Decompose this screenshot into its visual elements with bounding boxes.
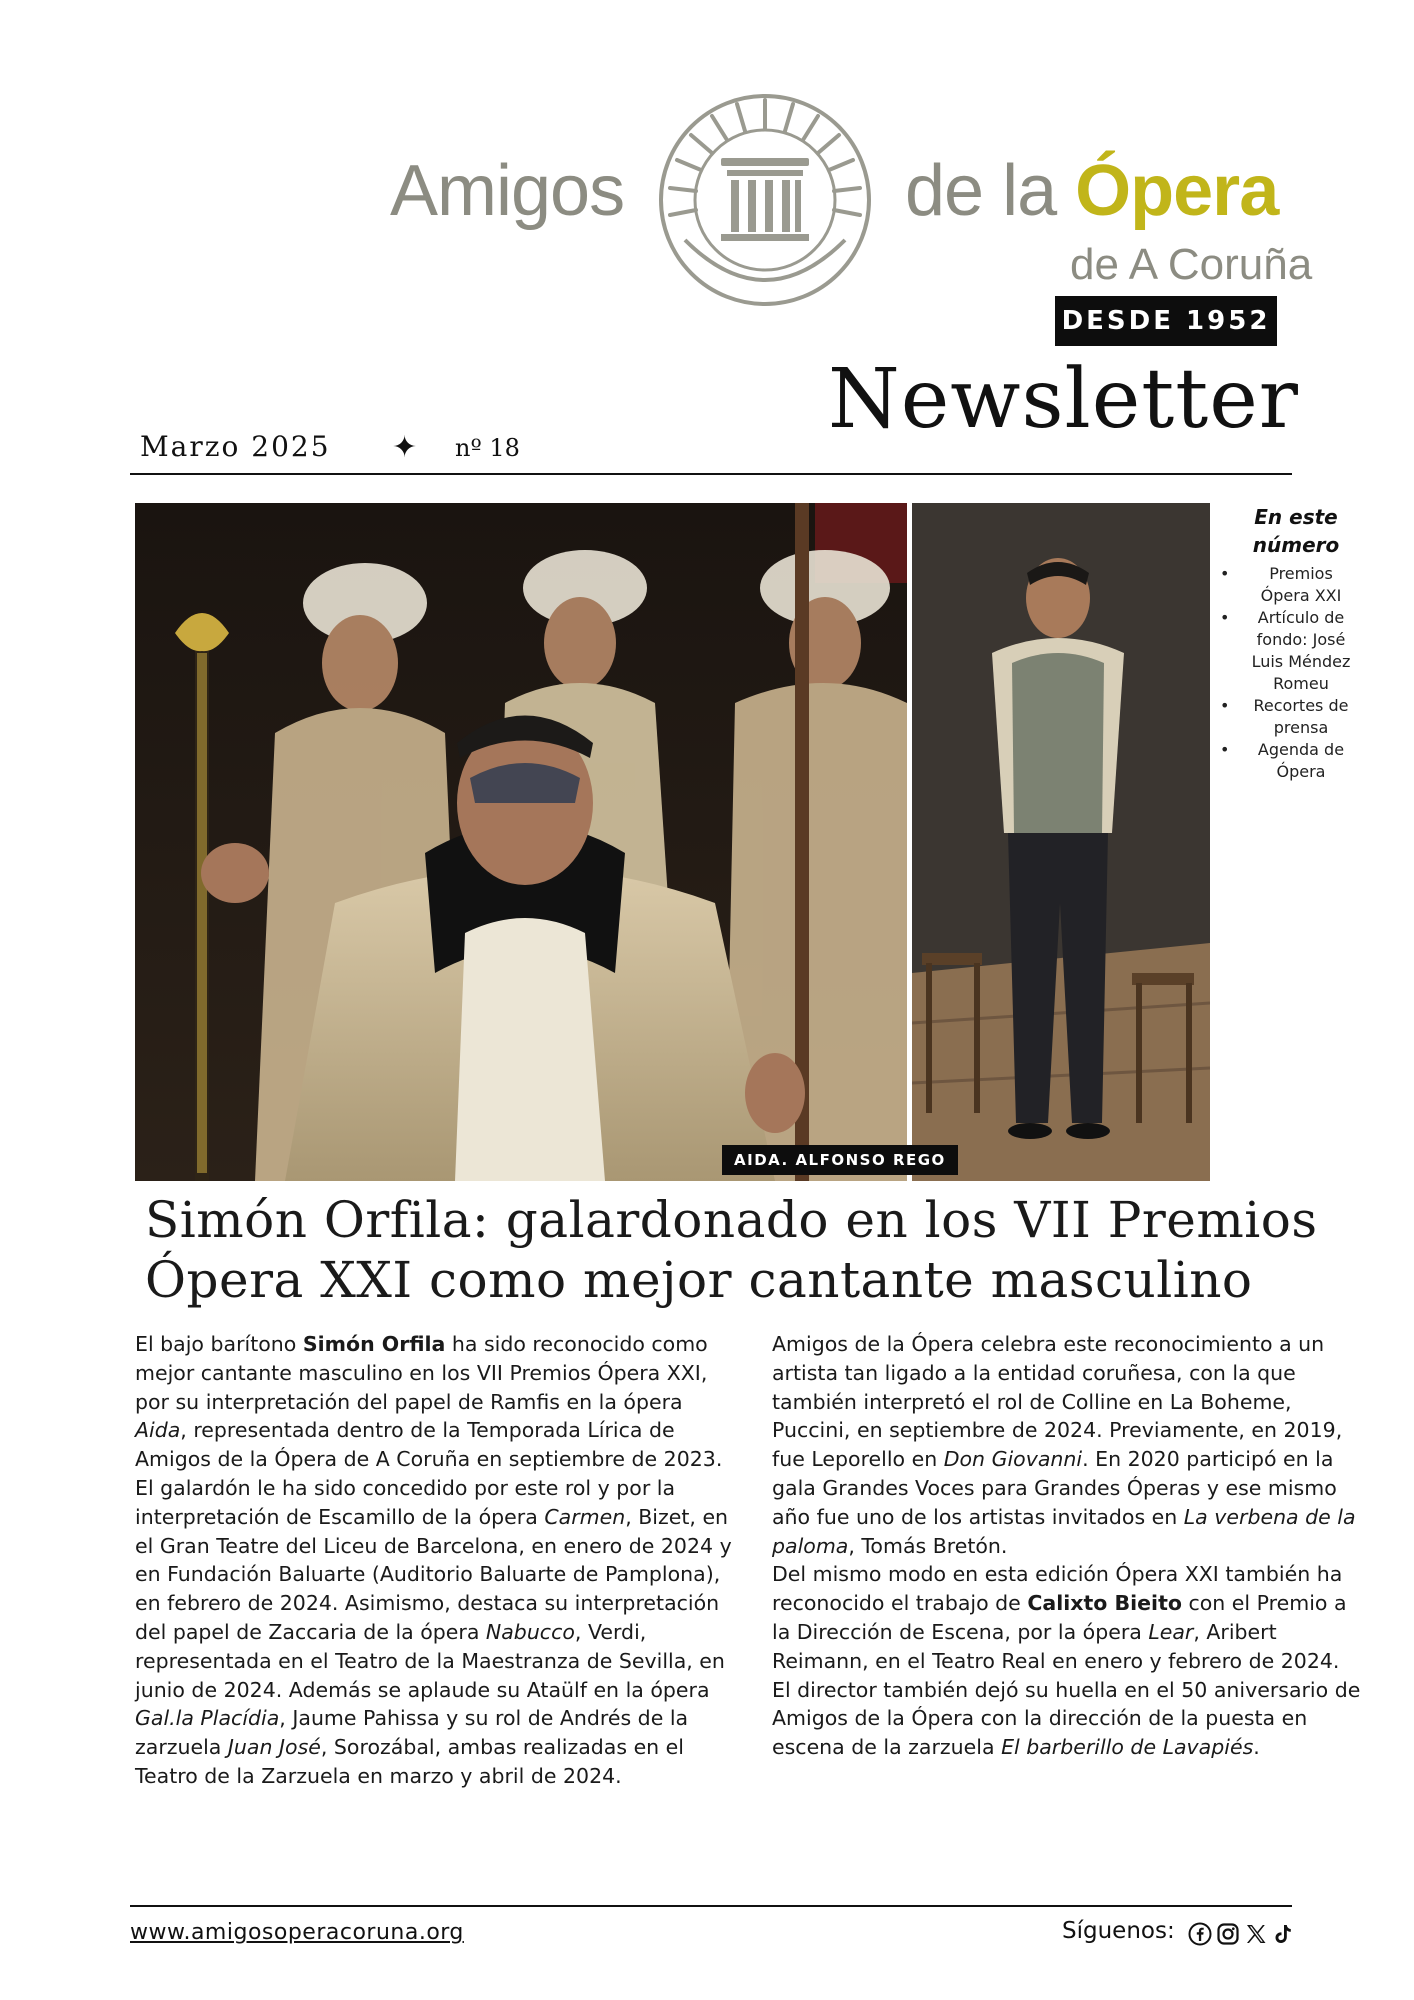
table-of-contents <box>1222 503 1370 783</box>
logo-word-de-la-opera <box>905 150 1278 232</box>
text-run: El director también dejó su huella en el 50 aniversario de Amigos de la Ópera con la dirección de la puesta en escena de la zarzuela <box>772 1677 1361 1760</box>
article-column-left <box>135 1330 735 1791</box>
text-italic: Aida <box>135 1418 181 1443</box>
logo-word-amigos: Amigos <box>390 151 625 231</box>
text-italic: La verbena de la paloma <box>772 1504 1356 1558</box>
toc-heading <box>1222 503 1370 559</box>
headline-line: Ópera XXI como mejor cantante masculino <box>145 1251 1253 1309</box>
text-run: Del mismo modo en esta edición Ópera XXI también ha reconocido el trabajo de <box>772 1562 1343 1616</box>
text-bold: Calixto Bieito <box>1027 1591 1182 1616</box>
toc-item-line: Ópera <box>1276 762 1326 781</box>
text-run: Amigos de la Ópera celebra este reconocimiento a un artista tan ligado a la entidad coruñesa, con la que también interpretó el rol de Colline en La Boheme, Puccini, en septiembre de 2024. Previamente, en 2019, fue Leporello en <box>772 1332 1343 1472</box>
paragraph <box>135 1474 735 1791</box>
text-run: , Sorozábal, ambas realizadas en el Teatro de la Zarzuela en marzo y abril de 2024. <box>135 1735 684 1788</box>
article-headline <box>145 1190 1325 1310</box>
toc-item-line: fondo: José <box>1256 630 1346 649</box>
photo-leporello <box>912 503 1210 1181</box>
text-run: , Aribert Reimann, en el Teatro Real en enero y febrero de 2024. <box>772 1619 1340 1673</box>
header-divider <box>130 473 1292 475</box>
instagram-icon[interactable] <box>1216 1922 1240 1946</box>
paragraph <box>772 1560 1362 1675</box>
text-run: . <box>1253 1735 1260 1760</box>
tiktok-icon[interactable] <box>1270 1922 1294 1946</box>
facebook-icon[interactable] <box>1188 1922 1212 1946</box>
text-italic: Lear <box>1148 1619 1194 1644</box>
logo-word-de-la: de la <box>905 151 1057 231</box>
toc-item-line: Romeu <box>1273 674 1329 693</box>
text-bold: Simón Orfila <box>302 1332 446 1356</box>
text-italic: Carmen <box>544 1504 626 1529</box>
toc-heading-line: número <box>1252 533 1340 557</box>
logo-word-opera: Ópera <box>1075 151 1279 231</box>
text-run: , representada dentro de la Temporada Lírica de Amigos de la Ópera de A Coruña en septiembre de 2023. <box>135 1418 723 1472</box>
toc-item-line: Premios <box>1269 564 1333 583</box>
toc-item-line: Artículo de <box>1257 608 1345 627</box>
text-italic: Nabucco <box>485 1619 575 1644</box>
text-run: , Bizet, en el Gran Teatre del Liceu de Barcelona, en enero de 2024 y en Fundación Baluarte (Auditorio Baluarte de Pamplona), en febrero de 2024. Asimismo, destaca su interpretación del papel de Zaccaria de la ópera <box>135 1504 732 1644</box>
text-run: , Tomás Bretón. <box>848 1533 1008 1558</box>
text-run: con el Premio a la Dirección de Escena, por la ópera <box>772 1591 1347 1644</box>
photo-aida-illustration <box>135 503 907 1181</box>
text-run: , Verdi, representada en el Teatro de la Maestranza de Sevilla, en junio de 2024. Además se aplaude su Ataülf en la ópera <box>135 1619 725 1702</box>
toc-item-line: prensa <box>1273 718 1329 737</box>
article-column-right <box>772 1330 1362 1762</box>
toc-item-articulo <box>1222 607 1370 695</box>
text-run: El bajo barítono <box>135 1332 303 1356</box>
text-run: ha sido reconocido como mejor cantante masculino en los VII Premios Ópera XXI, por su interpretación del papel de Ramfis en la ópera <box>135 1332 708 1414</box>
paragraph <box>772 1676 1362 1762</box>
logo-emblem <box>655 90 875 310</box>
text-italic: El barberillo de Lavapiés <box>1001 1735 1254 1760</box>
bullet-icon: • <box>1220 564 1230 583</box>
text-italic: Juan José <box>227 1735 321 1760</box>
toc-item-premios <box>1222 563 1370 607</box>
photo-leporello-illustration <box>912 503 1210 1181</box>
photo-aida-ramfis <box>135 503 907 1181</box>
bullet-icon: • <box>1220 740 1230 759</box>
photo-caption: AIDA. ALFONSO REGO <box>722 1145 958 1175</box>
paragraph <box>135 1330 735 1474</box>
text-italic: Don Giovanni <box>943 1447 1083 1472</box>
website-link[interactable]: www.amigosoperacoruna.org <box>130 1920 464 1945</box>
toc-heading-line: En este <box>1254 505 1338 529</box>
bullet-icon: • <box>1220 608 1230 627</box>
text-run: El galardón le ha sido concedido por este rol y por la interpretación de Escamillo de la ópera <box>135 1475 676 1529</box>
footer-divider <box>130 1905 1292 1907</box>
x-icon[interactable] <box>1244 1922 1268 1946</box>
newsletter-title: Newsletter <box>828 352 1299 447</box>
toc-item-line: Agenda de <box>1257 740 1345 759</box>
headline-line: Simón Orfila: galardonado en los VII Premios <box>145 1191 1318 1249</box>
toc-item-line: Ópera XXI <box>1260 586 1342 605</box>
text-italic: Gal.la Placídia <box>135 1706 280 1731</box>
toc-item-line: Recortes de <box>1253 696 1349 715</box>
follow-label: Síguenos: <box>1062 1918 1175 1944</box>
since-badge: DESDE 1952 <box>1055 296 1277 346</box>
bullet-icon: • <box>1220 696 1230 715</box>
toc-item-agenda <box>1222 739 1370 783</box>
text-run: , Jaume Pahissa y su rol de Andrés de la zarzuela <box>135 1706 689 1760</box>
toc-item-line: Luis Méndez <box>1251 652 1351 671</box>
logo-word-coruna: de A Coruña <box>1070 240 1313 289</box>
toc-item-recortes <box>1222 695 1370 739</box>
text-run: . En 2020 participó en la gala Grandes Voces para Grandes Óperas y ese mismo año fue uno de los artistas invitados en <box>772 1447 1337 1529</box>
issue-number: nº 18 <box>455 434 520 462</box>
star-separator-icon: ✦ <box>392 430 418 465</box>
issue-date: Marzo 2025 <box>140 430 331 463</box>
paragraph <box>772 1330 1362 1560</box>
